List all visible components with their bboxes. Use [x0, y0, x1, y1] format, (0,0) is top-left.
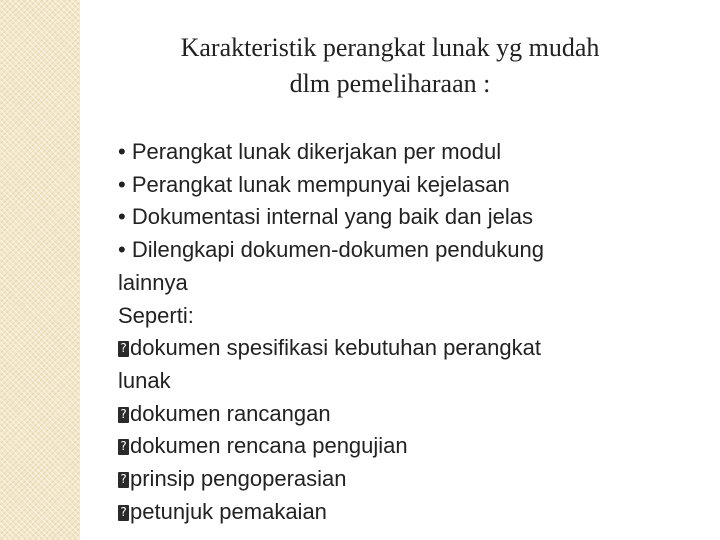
- sub-item-text: dokumen spesifikasi kebutuhan perangkat: [130, 335, 541, 361]
- bullet-item: [118, 169, 688, 202]
- sub-item: [118, 332, 688, 365]
- text-line: [118, 300, 688, 333]
- missing-glyph-icon: [118, 341, 129, 357]
- decorative-side-strip: [0, 0, 80, 540]
- sub-item: [118, 496, 688, 529]
- bullet-item: [118, 201, 688, 234]
- bullet-item-text: • Dilengkapi dokumen-dokumen pendukung: [118, 237, 544, 263]
- text-line-text: lainnya: [118, 269, 188, 295]
- missing-glyph-icon: [118, 407, 129, 423]
- sub-item-text: petunjuk pemakaian: [130, 498, 327, 524]
- text-line-text: lunak: [118, 367, 171, 393]
- sub-item: [118, 430, 688, 463]
- bullet-item: [118, 234, 688, 267]
- text-line: [118, 267, 688, 300]
- text-line-text: Seperti:: [118, 302, 194, 328]
- bullet-item-text: • Perangkat lunak dikerjakan per modul: [118, 139, 502, 164]
- missing-glyph-icon: [118, 505, 129, 521]
- bullet-item: [118, 136, 688, 169]
- bullet-item-text: • Dokumentasi internal yang baik dan jelas: [118, 204, 533, 230]
- missing-glyph-icon: [118, 439, 129, 455]
- bullet-item-text: • Perangkat lunak mempunyai kejelasan: [118, 171, 510, 197]
- sub-item-text: prinsip pengoperasian: [130, 466, 347, 492]
- sub-item: [118, 463, 688, 496]
- text-line: [118, 365, 688, 398]
- sub-item-text: dokumen rancangan: [130, 400, 331, 426]
- sub-item-text: dokumen rencana pengujian: [130, 433, 408, 459]
- slide-title-line-2: dlm pemeliharaan :: [289, 69, 491, 98]
- slide-title-line-1: Karakteristik perangkat lunak yg mudah: [180, 33, 600, 62]
- sub-item: [118, 398, 688, 431]
- missing-glyph-icon: [118, 472, 129, 488]
- slide-title: [100, 30, 680, 102]
- slide-body: [118, 136, 688, 528]
